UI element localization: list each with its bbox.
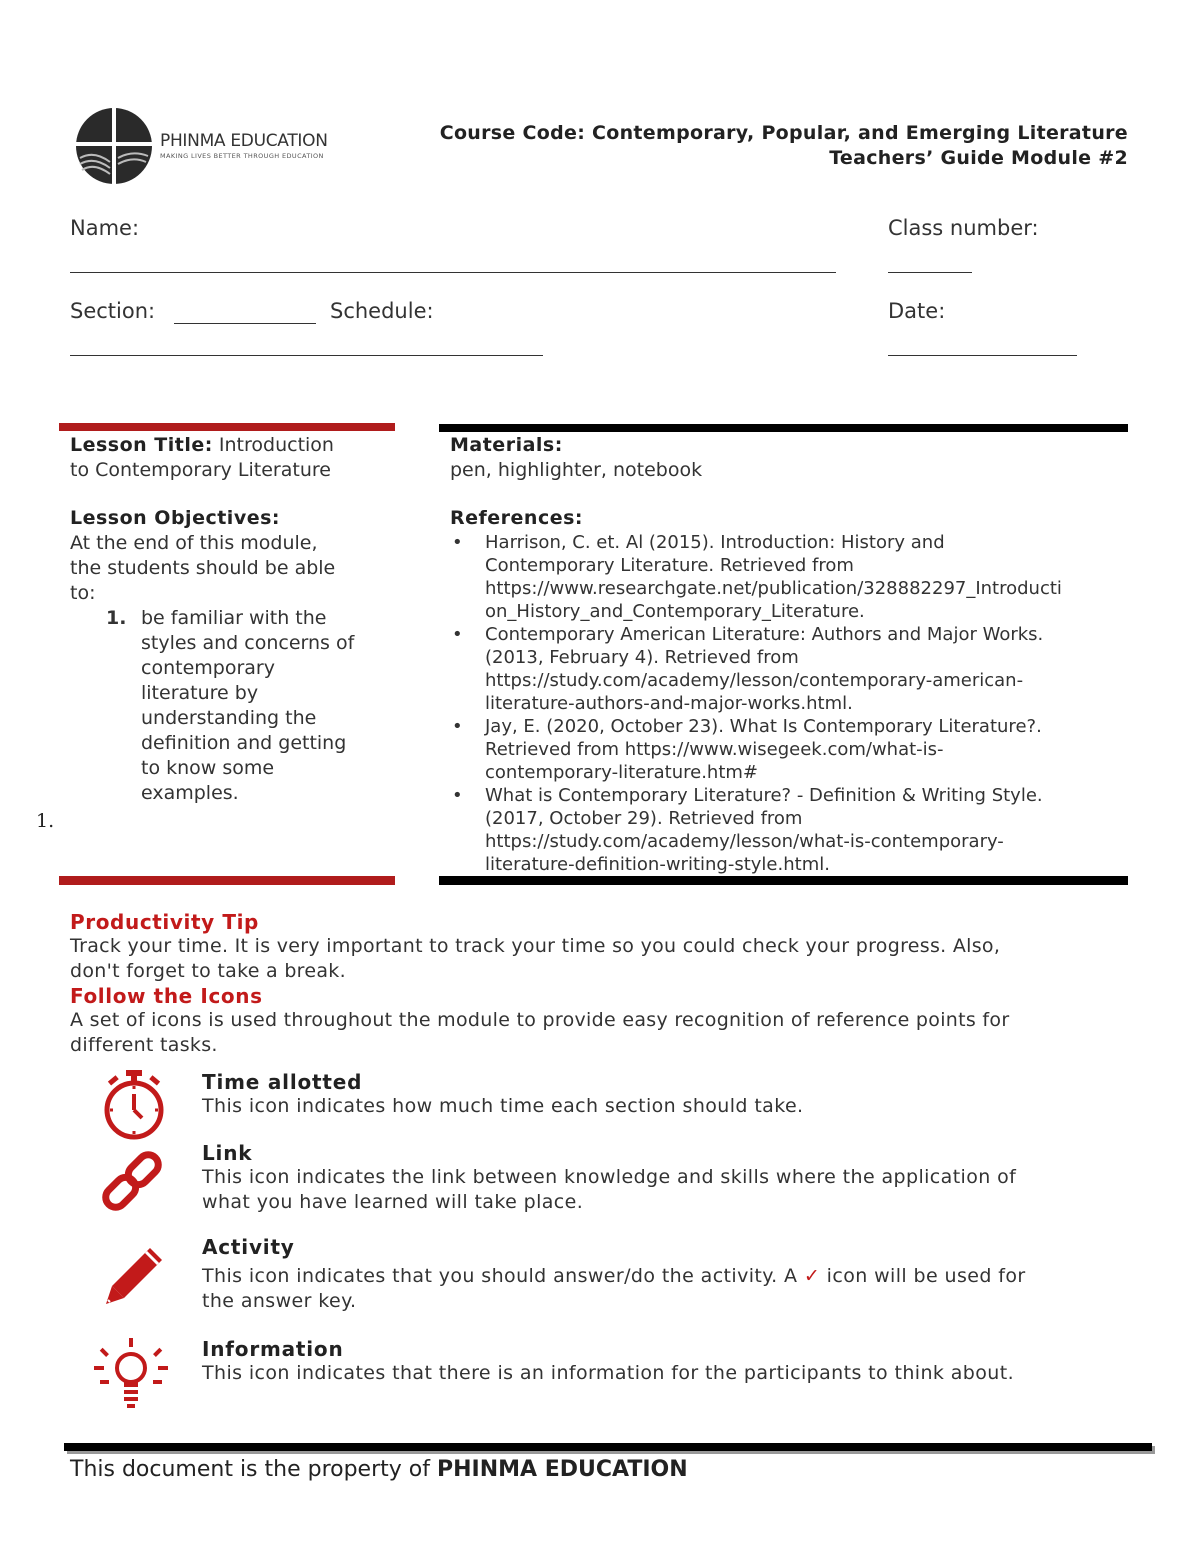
logo-name: PHINMA EDUCATION <box>160 131 328 151</box>
reference-line: Contemporary Literature. Retrieved from <box>485 555 854 576</box>
icon-desc: This icon indicates that there is an information for the participants to think about. <box>202 1362 1015 1384</box>
course-header <box>440 121 1128 171</box>
objective-line: literature by <box>141 682 259 704</box>
reference-link[interactable]: https://study.com/academy/lesson/contemporary-american- <box>485 670 1024 691</box>
reference-line: (2013, February 4). Retrieved from <box>485 647 799 668</box>
lesson-title-label: Lesson Title: <box>70 434 213 456</box>
schedule-label: Schedule: <box>330 299 434 323</box>
stray-list-number: 1. <box>36 810 55 832</box>
lesson-title-value-cont: to Contemporary Literature <box>70 459 331 481</box>
icon-title: Time allotted <box>202 1070 363 1094</box>
objectives-label: Lesson Objectives: <box>70 507 280 529</box>
class-number-label: Class number: <box>888 216 1039 240</box>
objective-line: contemporary <box>141 657 275 679</box>
name-field[interactable] <box>70 272 836 273</box>
right-box-bottom-bar <box>439 876 1128 885</box>
reference-line: • Jay, E. (2020, October 23). What Is Contemporary Literature?. <box>485 716 1042 737</box>
icon-item-link <box>202 1141 1132 1215</box>
objectives-intro-2: the students should be able <box>70 557 336 579</box>
icons-intro-line-2: different tasks. <box>70 1034 218 1056</box>
date-label: Date: <box>888 299 946 323</box>
schedule-field[interactable] <box>70 355 543 356</box>
lesson-box <box>70 433 390 806</box>
reference-line: (2017, October 29). Retrieved from <box>485 808 803 829</box>
reference-line: • What is Contemporary Literature? - Definition & Writing Style. <box>485 785 1043 806</box>
objectives-intro-3: to: <box>70 582 96 604</box>
icon-title: Link <box>202 1141 253 1165</box>
reference-link[interactable]: literature-definition-writing-style.html. <box>485 854 830 875</box>
icon-desc: This icon indicates the link between knowledge and skills where the application of <box>202 1166 1017 1188</box>
productivity-line-2: don't forget to take a break. <box>70 960 346 982</box>
lightbulb-icon <box>94 1336 168 1412</box>
productivity-heading: Productivity Tip <box>70 910 259 934</box>
objective-item <box>70 606 390 806</box>
footer-text <box>70 1457 688 1482</box>
objective-line: definition and getting <box>141 732 347 754</box>
icon-desc-text: icon will be used for <box>820 1265 1026 1287</box>
reference-link[interactable]: https://study.com/academy/lesson/what-is-contemporary- <box>485 831 1004 852</box>
icon-item-activity <box>202 1235 1132 1314</box>
objective-line: to know some <box>141 757 275 779</box>
reference-link[interactable]: Retrieved from https://www.wisegeek.com/what-is- <box>485 739 944 760</box>
reference-item <box>485 715 1120 784</box>
reference-item <box>485 531 1120 623</box>
objective-number: 1. <box>106 607 127 629</box>
icon-desc: the answer key. <box>202 1290 357 1312</box>
productivity-line-1: Track your time. It is very important to track your time so you could check your progress. Also, <box>70 935 1001 957</box>
footer-prefix: This document is the property of <box>70 1457 437 1482</box>
reference-item <box>485 623 1120 715</box>
reference-line: • Contemporary American Literature: Authors and Major Works. <box>485 624 1044 645</box>
logo-tagline: MAKING LIVES BETTER THROUGH EDUCATION <box>160 152 324 160</box>
icon-desc: This icon indicates how much time each section should take. <box>202 1095 804 1117</box>
materials-value: pen, highlighter, notebook <box>450 459 703 481</box>
objectives-intro-1: At the end of this module, <box>70 532 318 554</box>
pencil-icon <box>102 1244 166 1308</box>
lesson-title-value: Introduction <box>218 434 334 456</box>
objective-line: styles and concerns of <box>141 632 355 654</box>
name-label: Name: <box>70 216 140 240</box>
link-icon <box>100 1150 164 1212</box>
checkmark-icon: ✓ <box>803 1265 821 1287</box>
stopwatch-icon <box>100 1068 168 1140</box>
module-line: Teachers’ Guide Module #2 <box>829 147 1128 169</box>
reference-item <box>485 784 1120 876</box>
materials-box <box>450 433 1120 876</box>
phinma-logo-icon <box>74 106 154 186</box>
materials-label: Materials: <box>450 434 563 456</box>
icons-heading: Follow the Icons <box>70 984 263 1008</box>
course-line: Course Code: Contemporary, Popular, and Emerging Literature <box>439 122 1128 144</box>
icon-desc-text: This icon indicates that you should answer/do the activity. A <box>202 1265 804 1287</box>
objective-line: examples. <box>141 782 239 804</box>
productivity-section <box>70 910 1130 1058</box>
objective-line: be familiar with the <box>141 607 327 629</box>
reference-link[interactable]: on_History_and_Contemporary_Literature. <box>485 601 865 622</box>
reference-link[interactable]: https://www.researchgate.net/publication/328882297_Introducti <box>485 578 1062 599</box>
date-field[interactable] <box>888 355 1077 356</box>
icon-desc: what you have learned will take place. <box>202 1191 584 1213</box>
reference-link[interactable]: contemporary-literature.htm# <box>485 762 758 783</box>
footer-bar <box>64 1443 1152 1451</box>
reference-line: • Harrison, C. et. Al (2015). Introduction: History and <box>485 532 945 553</box>
icons-intro-line-1: A set of icons is used throughout the module to provide easy recognition of reference points for <box>70 1009 1010 1031</box>
references-label: References: <box>450 507 584 529</box>
footer-owner: PHINMA EDUCATION <box>436 1457 688 1482</box>
icon-item-time <box>202 1070 1132 1119</box>
left-box-bottom-bar <box>59 876 395 885</box>
objective-line: understanding the <box>141 707 317 729</box>
icon-title: Information <box>202 1337 344 1361</box>
section-field[interactable] <box>174 323 316 324</box>
reference-link[interactable]: literature-authors-and-major-works.html. <box>485 693 853 714</box>
icon-item-information <box>202 1337 1132 1386</box>
references-list <box>450 531 1120 876</box>
icon-desc <box>202 1264 1132 1289</box>
left-box-top-bar <box>59 423 395 431</box>
section-label: Section: <box>70 299 156 323</box>
icon-title: Activity <box>202 1235 295 1259</box>
right-box-top-bar <box>439 424 1128 432</box>
class-number-field[interactable] <box>888 272 972 273</box>
